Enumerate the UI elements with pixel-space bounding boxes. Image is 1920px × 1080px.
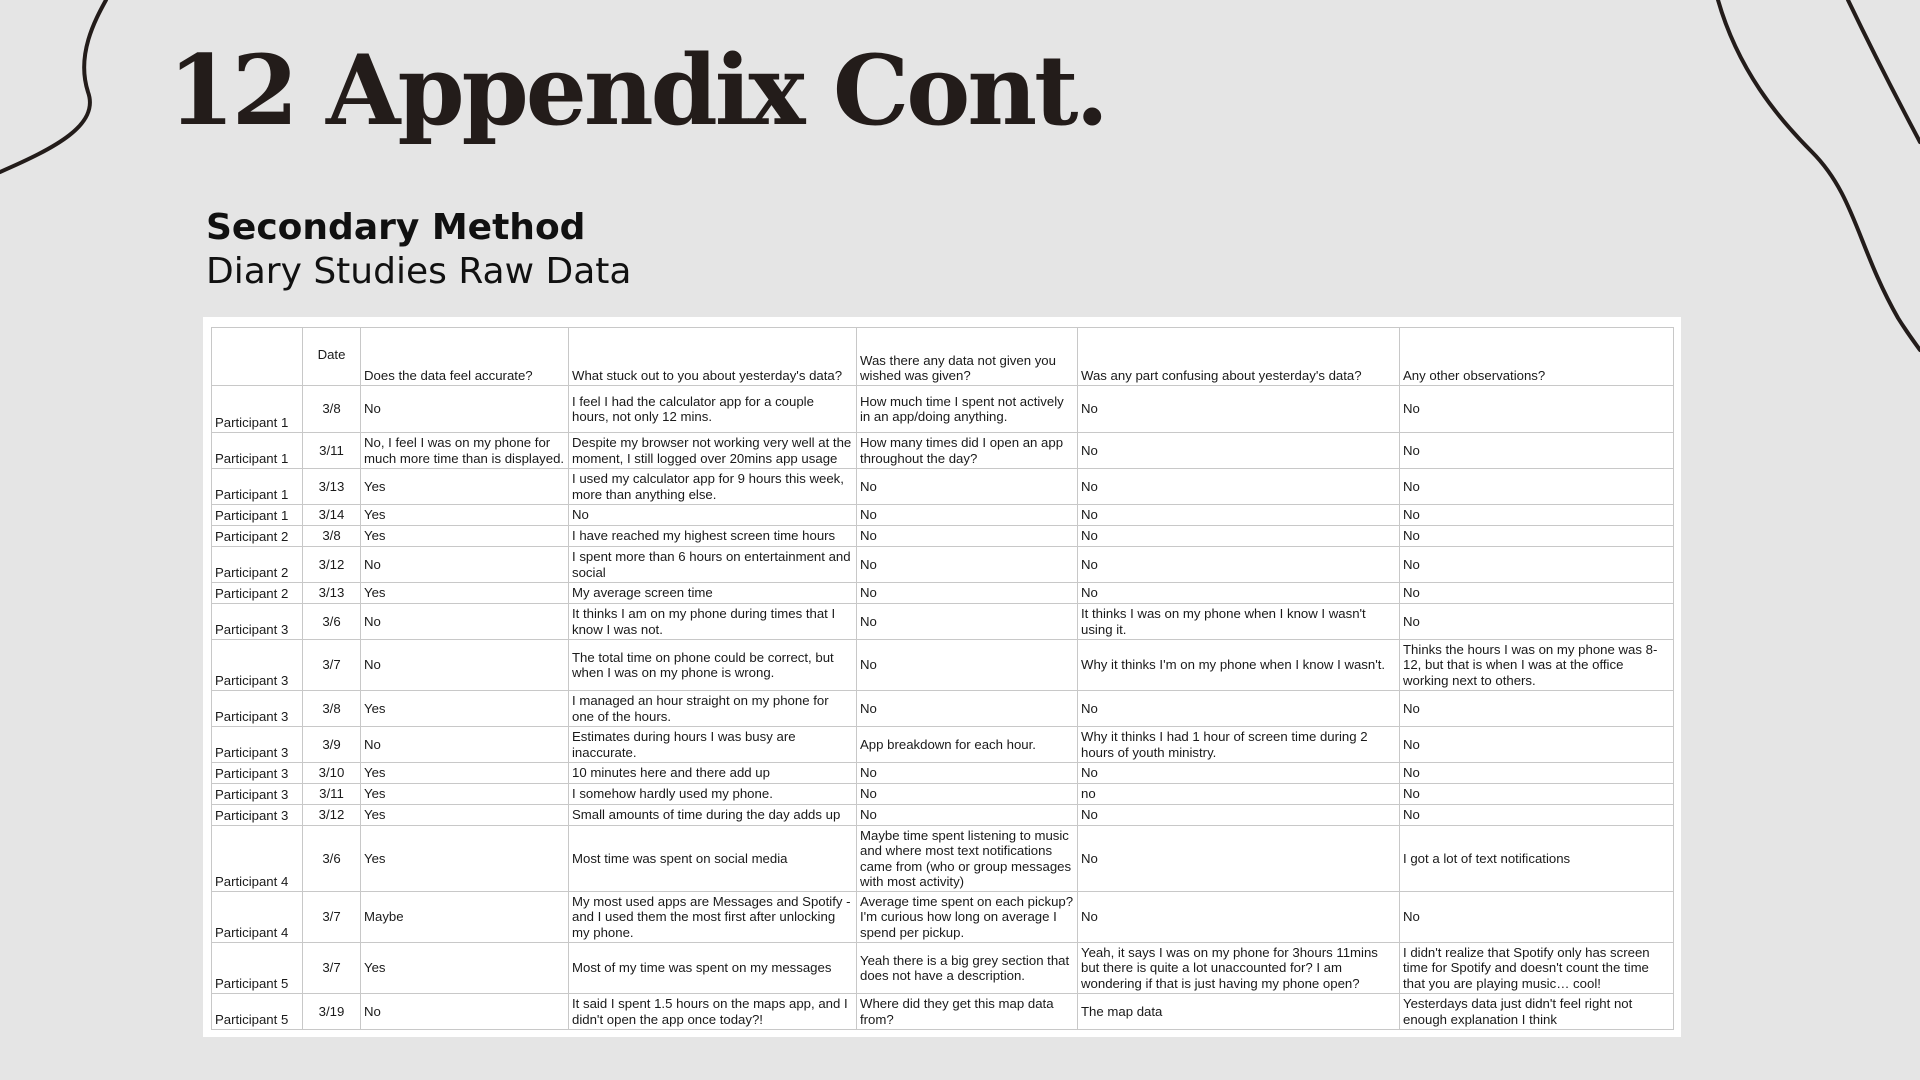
confusing-cell: No — [1078, 526, 1400, 547]
other-observations-cell: I didn't realize that Spotify only has screen time for Spotify and doesn't count the time that you are playing music… cool! — [1400, 943, 1674, 994]
confusing-cell: No — [1078, 763, 1400, 784]
other-observations-cell: No — [1400, 727, 1674, 763]
accurate-cell: Yes — [361, 505, 569, 526]
other-observations-cell: No — [1400, 691, 1674, 727]
stuck-out-cell: No — [569, 505, 857, 526]
column-header-other-observations: Any other observations? — [1400, 328, 1674, 386]
data-not-given-cell: No — [857, 763, 1078, 784]
table-row — [212, 386, 1674, 433]
table-row — [212, 826, 1674, 892]
participant-cell: Participant 3 — [212, 640, 303, 691]
stuck-out-cell: 10 minutes here and there add up — [569, 763, 857, 784]
table-header-row — [212, 328, 1674, 386]
participant-cell: Participant 4 — [212, 892, 303, 943]
confusing-cell: No — [1078, 433, 1400, 469]
other-observations-cell: No — [1400, 526, 1674, 547]
other-observations-cell: No — [1400, 784, 1674, 805]
confusing-cell: No — [1078, 469, 1400, 505]
confusing-cell: Why it thinks I had 1 hour of screen time during 2 hours of youth ministry. — [1078, 727, 1400, 763]
table-row — [212, 994, 1674, 1030]
data-not-given-cell: No — [857, 469, 1078, 505]
stuck-out-cell: Estimates during hours I was busy are inaccurate. — [569, 727, 857, 763]
date-cell: 3/7 — [303, 892, 361, 943]
confusing-cell: No — [1078, 547, 1400, 583]
date-cell: 3/19 — [303, 994, 361, 1030]
participant-cell: Participant 4 — [212, 826, 303, 892]
date-cell: 3/9 — [303, 727, 361, 763]
page-title: 12 Appendix Cont. — [168, 34, 1106, 147]
participant-cell: Participant 3 — [212, 805, 303, 826]
accurate-cell: Yes — [361, 943, 569, 994]
date-cell: 3/7 — [303, 640, 361, 691]
confusing-cell: No — [1078, 505, 1400, 526]
table-row — [212, 763, 1674, 784]
other-observations-cell: No — [1400, 604, 1674, 640]
stuck-out-cell: Small amounts of time during the day adds up — [569, 805, 857, 826]
accurate-cell: Yes — [361, 691, 569, 727]
confusing-cell: No — [1078, 583, 1400, 604]
accurate-cell: Yes — [361, 826, 569, 892]
data-not-given-cell: Maybe time spent listening to music and where most text notifications came from (who or group messages with most activity) — [857, 826, 1078, 892]
other-observations-cell: No — [1400, 805, 1674, 826]
stuck-out-cell: I used my calculator app for 9 hours this week, more than anything else. — [569, 469, 857, 505]
participant-cell: Participant 5 — [212, 994, 303, 1030]
stuck-out-cell: The total time on phone could be correct, but when I was on my phone is wrong. — [569, 640, 857, 691]
data-not-given-cell: No — [857, 784, 1078, 805]
table-row — [212, 805, 1674, 826]
accurate-cell: No, I feel I was on my phone for much more time than is displayed. — [361, 433, 569, 469]
stuck-out-cell: It thinks I am on my phone during times that I know I was not. — [569, 604, 857, 640]
data-not-given-cell: No — [857, 640, 1078, 691]
column-header-participant — [212, 328, 303, 386]
date-cell: 3/7 — [303, 943, 361, 994]
accurate-cell: Yes — [361, 784, 569, 805]
stuck-out-cell: I somehow hardly used my phone. — [569, 784, 857, 805]
data-not-given-cell: App breakdown for each hour. — [857, 727, 1078, 763]
date-cell: 3/8 — [303, 526, 361, 547]
participant-cell: Participant 3 — [212, 691, 303, 727]
participant-cell: Participant 1 — [212, 386, 303, 433]
confusing-cell: It thinks I was on my phone when I know I wasn't using it. — [1078, 604, 1400, 640]
diary-raw-data-table — [211, 327, 1674, 1030]
top-left-curve-decoration — [0, 0, 106, 172]
stuck-out-cell: Most time was spent on social media — [569, 826, 857, 892]
stuck-out-cell: Most of my time was spent on my messages — [569, 943, 857, 994]
date-cell: 3/6 — [303, 604, 361, 640]
date-cell: 3/14 — [303, 505, 361, 526]
table-row — [212, 784, 1674, 805]
table-row — [212, 640, 1674, 691]
confusing-cell: Why it thinks I'm on my phone when I know I wasn't. — [1078, 640, 1400, 691]
participant-cell: Participant 3 — [212, 727, 303, 763]
table-body — [212, 386, 1674, 1030]
date-cell: 3/11 — [303, 433, 361, 469]
other-observations-cell: Thinks the hours I was on my phone was 8-12, but that is when I was at the office working next to others. — [1400, 640, 1674, 691]
participant-cell: Participant 1 — [212, 433, 303, 469]
other-observations-cell: Yesterdays data just didn't feel right not enough explanation I think — [1400, 994, 1674, 1030]
stuck-out-cell: I feel I had the calculator app for a couple hours, not only 12 mins. — [569, 386, 857, 433]
confusing-cell: No — [1078, 386, 1400, 433]
table-row — [212, 433, 1674, 469]
column-header-confusing: Was any part confusing about yesterday's data? — [1078, 328, 1400, 386]
data-not-given-cell: No — [857, 505, 1078, 526]
column-header-data-not-given: Was there any data not given you wished was given? — [857, 328, 1078, 386]
accurate-cell: No — [361, 640, 569, 691]
table-row — [212, 583, 1674, 604]
accurate-cell: Maybe — [361, 892, 569, 943]
date-cell: 3/6 — [303, 826, 361, 892]
participant-cell: Participant 3 — [212, 784, 303, 805]
data-not-given-cell: How much time I spent not actively in an app/doing anything. — [857, 386, 1078, 433]
confusing-cell: No — [1078, 691, 1400, 727]
table-row — [212, 727, 1674, 763]
table-row — [212, 547, 1674, 583]
accurate-cell: Yes — [361, 469, 569, 505]
participant-cell: Participant 2 — [212, 547, 303, 583]
participant-cell: Participant 2 — [212, 526, 303, 547]
data-not-given-cell: No — [857, 604, 1078, 640]
table-row — [212, 604, 1674, 640]
section-subheading: Diary Studies Raw Data — [206, 251, 632, 292]
participant-cell: Participant 2 — [212, 583, 303, 604]
data-not-given-cell: No — [857, 583, 1078, 604]
stuck-out-cell: It said I spent 1.5 hours on the maps app, and I didn't open the app once today?! — [569, 994, 857, 1030]
confusing-cell: No — [1078, 805, 1400, 826]
other-observations-cell: No — [1400, 763, 1674, 784]
accurate-cell: Yes — [361, 583, 569, 604]
date-cell: 3/12 — [303, 805, 361, 826]
data-not-given-cell: Yeah there is a big grey section that does not have a description. — [857, 943, 1078, 994]
column-header-accurate: Does the data feel accurate? — [361, 328, 569, 386]
accurate-cell: No — [361, 727, 569, 763]
stuck-out-cell: I have reached my highest screen time hours — [569, 526, 857, 547]
participant-cell: Participant 3 — [212, 763, 303, 784]
other-observations-cell: No — [1400, 892, 1674, 943]
data-not-given-cell: No — [857, 805, 1078, 826]
date-cell: 3/8 — [303, 386, 361, 433]
confusing-cell: No — [1078, 892, 1400, 943]
other-observations-cell: No — [1400, 386, 1674, 433]
data-not-given-cell: Where did they get this map data from? — [857, 994, 1078, 1030]
stuck-out-cell: Despite my browser not working very well at the moment, I still logged over 20mins app usage — [569, 433, 857, 469]
top-right-curve-decoration-b — [1848, 0, 1920, 142]
data-not-given-cell: No — [857, 547, 1078, 583]
accurate-cell: Yes — [361, 526, 569, 547]
accurate-cell: Yes — [361, 805, 569, 826]
table-row — [212, 691, 1674, 727]
date-cell: 3/12 — [303, 547, 361, 583]
date-cell: 3/11 — [303, 784, 361, 805]
section-heading: Secondary Method — [206, 207, 586, 248]
date-cell: 3/10 — [303, 763, 361, 784]
data-not-given-cell: How many times did I open an app throughout the day? — [857, 433, 1078, 469]
data-not-given-cell: No — [857, 526, 1078, 547]
column-header-date: Date — [303, 328, 361, 386]
table-row — [212, 892, 1674, 943]
other-observations-cell: No — [1400, 547, 1674, 583]
other-observations-cell: No — [1400, 433, 1674, 469]
participant-cell: Participant 3 — [212, 604, 303, 640]
participant-cell: Participant 1 — [212, 469, 303, 505]
confusing-cell: No — [1078, 826, 1400, 892]
table-row — [212, 526, 1674, 547]
confusing-cell: Yeah, it says I was on my phone for 3hours 11mins but there is quite a lot unaccounted for? I am wondering if that is just having my phone open? — [1078, 943, 1400, 994]
stuck-out-cell: My average screen time — [569, 583, 857, 604]
raw-data-table-card — [203, 317, 1681, 1037]
table-row — [212, 469, 1674, 505]
column-header-stuck-out: What stuck out to you about yesterday's data? — [569, 328, 857, 386]
date-cell: 3/13 — [303, 583, 361, 604]
other-observations-cell: No — [1400, 469, 1674, 505]
confusing-cell: no — [1078, 784, 1400, 805]
other-observations-cell: No — [1400, 505, 1674, 526]
table-row — [212, 943, 1674, 994]
accurate-cell: No — [361, 547, 569, 583]
accurate-cell: Yes — [361, 763, 569, 784]
accurate-cell: No — [361, 386, 569, 433]
confusing-cell: The map data — [1078, 994, 1400, 1030]
date-cell: 3/13 — [303, 469, 361, 505]
table-row — [212, 505, 1674, 526]
date-cell: 3/8 — [303, 691, 361, 727]
stuck-out-cell: My most used apps are Messages and Spotify - and I used them the most first after unlocking my phone. — [569, 892, 857, 943]
top-right-curve-decoration-a — [1718, 0, 1920, 350]
accurate-cell: No — [361, 604, 569, 640]
accurate-cell: No — [361, 994, 569, 1030]
other-observations-cell: I got a lot of text notifications — [1400, 826, 1674, 892]
participant-cell: Participant 5 — [212, 943, 303, 994]
stuck-out-cell: I spent more than 6 hours on entertainment and social — [569, 547, 857, 583]
other-observations-cell: No — [1400, 583, 1674, 604]
data-not-given-cell: No — [857, 691, 1078, 727]
data-not-given-cell: Average time spent on each pickup? I'm curious how long on average I spend per pickup. — [857, 892, 1078, 943]
stuck-out-cell: I managed an hour straight on my phone for one of the hours. — [569, 691, 857, 727]
participant-cell: Participant 1 — [212, 505, 303, 526]
